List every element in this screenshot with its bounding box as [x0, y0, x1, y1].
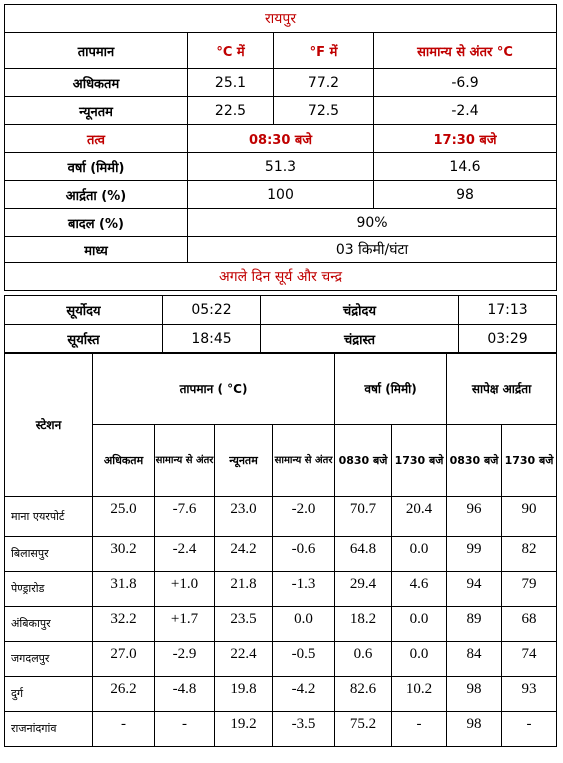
station-h1-value: 98 — [447, 712, 502, 747]
station-min-value: 21.8 — [215, 572, 273, 607]
rain-0830: 51.3 — [188, 153, 374, 181]
station-r2-value: 4.6 — [392, 572, 447, 607]
station-name: बिलासपुर — [5, 537, 93, 572]
station-max-value: - — [93, 712, 155, 747]
station-r2-value: 20.4 — [392, 497, 447, 537]
cloud-value: 90% — [188, 209, 557, 237]
station-max-value: 27.0 — [93, 642, 155, 677]
rh-group-header: सापेक्ष आर्द्रता — [447, 353, 557, 425]
min-f: 72.5 — [274, 97, 374, 125]
table-row — [5, 537, 557, 572]
rain-1730-col-header: 1730 बजे — [392, 425, 447, 497]
station-dev1-value: -7.6 — [155, 497, 215, 537]
station-min-value: 22.4 — [215, 642, 273, 677]
raipur-table — [4, 4, 557, 291]
station-name: पेण्ड्रारोड — [5, 572, 93, 607]
station-dev2-value: 0.0 — [273, 607, 335, 642]
station-max-value: 32.2 — [93, 607, 155, 642]
max-col-header: अधिकतम — [93, 425, 155, 497]
medium-value: 03 किमी/घंटा — [188, 237, 557, 263]
station-h2-value: 79 — [502, 572, 557, 607]
table-row — [5, 607, 557, 642]
station-name: राजनांदगांव — [5, 712, 93, 747]
station-min-value: 24.2 — [215, 537, 273, 572]
station-name: माना एयरपोर्ट — [5, 497, 93, 537]
station-h2-value: 93 — [502, 677, 557, 712]
moonset-time: 03:29 — [459, 325, 557, 354]
celsius-header: °C में — [188, 33, 274, 69]
table-row — [5, 642, 557, 677]
sun-moon-table — [4, 295, 557, 354]
station-max-value: 30.2 — [93, 537, 155, 572]
moonrise-time: 17:13 — [459, 296, 557, 325]
station-r2-value: 0.0 — [392, 537, 447, 572]
station-r1-value: 18.2 — [335, 607, 392, 642]
station-r2-value: 0.0 — [392, 642, 447, 677]
fahrenheit-header: °F में — [274, 33, 374, 69]
station-min-value: 23.5 — [215, 607, 273, 642]
station-max-value: 31.8 — [93, 572, 155, 607]
rain-group-header: वर्षा (मिमी) — [335, 353, 447, 425]
moonrise-label: चंद्रोदय — [261, 296, 459, 325]
station-r1-value: 82.6 — [335, 677, 392, 712]
station-dev2-value: -3.5 — [273, 712, 335, 747]
sunrise-time: 05:22 — [163, 296, 261, 325]
element-header-label: तत्व — [5, 125, 188, 153]
station-h2-value: - — [502, 712, 557, 747]
station-r1-value: 64.8 — [335, 537, 392, 572]
temp-header-label: तापमान — [5, 33, 188, 69]
sun-moon-title: अगले दिन सूर्य और चन्द्र — [5, 263, 557, 291]
dev2-col-header: सामान्य से अंतर — [273, 425, 335, 497]
station-dev2-value: -2.0 — [273, 497, 335, 537]
time-0830-header: 08:30 बजे — [188, 125, 374, 153]
station-r1-value: 75.2 — [335, 712, 392, 747]
station-r2-value: 10.2 — [392, 677, 447, 712]
max-f: 77.2 — [274, 69, 374, 97]
raipur-title: रायपुर — [5, 5, 557, 33]
station-dev1-value: -2.9 — [155, 642, 215, 677]
dev1-col-header: सामान्य से अंतर — [155, 425, 215, 497]
station-min-value: 19.8 — [215, 677, 273, 712]
min-c: 22.5 — [188, 97, 274, 125]
station-dev1-value: - — [155, 712, 215, 747]
station-dev1-value: +1.0 — [155, 572, 215, 607]
station-header: स्टेशन — [5, 353, 93, 497]
rain-0830-col-header: 0830 बजे — [335, 425, 392, 497]
table-row — [5, 677, 557, 712]
station-h1-value: 96 — [447, 497, 502, 537]
station-h2-value: 74 — [502, 642, 557, 677]
station-dev1-value: +1.7 — [155, 607, 215, 642]
sunset-label: सूर्यास्त — [5, 325, 163, 354]
station-dev2-value: -0.5 — [273, 642, 335, 677]
humidity-0830: 100 — [188, 181, 374, 209]
cloud-label: बादल (%) — [5, 209, 188, 237]
table-row — [5, 572, 557, 607]
rain-1730: 14.6 — [374, 153, 557, 181]
rh-1730-col-header: 1730 बजे — [502, 425, 557, 497]
min-dev: -2.4 — [374, 97, 557, 125]
station-h1-value: 94 — [447, 572, 502, 607]
rain-label: वर्षा (मिमी) — [5, 153, 188, 181]
max-dev: -6.9 — [374, 69, 557, 97]
table-row — [5, 712, 557, 747]
station-h1-value: 89 — [447, 607, 502, 642]
humidity-1730: 98 — [374, 181, 557, 209]
station-max-value: 26.2 — [93, 677, 155, 712]
station-h1-value: 99 — [447, 537, 502, 572]
station-r1-value: 29.4 — [335, 572, 392, 607]
station-max-value: 25.0 — [93, 497, 155, 537]
station-name: अंबिकापुर — [5, 607, 93, 642]
max-label: अधिकतम — [5, 69, 188, 97]
station-dev1-value: -2.4 — [155, 537, 215, 572]
station-r1-value: 0.6 — [335, 642, 392, 677]
station-h2-value: 68 — [502, 607, 557, 642]
station-h1-value: 98 — [447, 677, 502, 712]
station-name: जगदलपुर — [5, 642, 93, 677]
station-h2-value: 90 — [502, 497, 557, 537]
sunset-time: 18:45 — [163, 325, 261, 354]
station-min-value: 19.2 — [215, 712, 273, 747]
time-1730-header: 17:30 बजे — [374, 125, 557, 153]
station-min-value: 23.0 — [215, 497, 273, 537]
medium-label: माध्य — [5, 237, 188, 263]
moonset-label: चंद्रास्त — [261, 325, 459, 354]
sunrise-label: सूर्योदय — [5, 296, 163, 325]
station-dev1-value: -4.8 — [155, 677, 215, 712]
temp-group-header: तापमान ( °C) — [93, 353, 335, 425]
deviation-header: सामान्य से अंतर °C — [374, 33, 557, 69]
station-r2-value: 0.0 — [392, 607, 447, 642]
station-dev2-value: -1.3 — [273, 572, 335, 607]
min-label: न्यूनतम — [5, 97, 188, 125]
station-h2-value: 82 — [502, 537, 557, 572]
station-r2-value: - — [392, 712, 447, 747]
min-col-header: न्यूनतम — [215, 425, 273, 497]
max-c: 25.1 — [188, 69, 274, 97]
rh-0830-col-header: 0830 बजे — [447, 425, 502, 497]
humidity-label: आर्द्रता (%) — [5, 181, 188, 209]
table-row — [5, 497, 557, 537]
station-h1-value: 84 — [447, 642, 502, 677]
stations-table — [4, 352, 557, 747]
station-name: दुर्ग — [5, 677, 93, 712]
station-r1-value: 70.7 — [335, 497, 392, 537]
station-dev2-value: -4.2 — [273, 677, 335, 712]
station-dev2-value: -0.6 — [273, 537, 335, 572]
